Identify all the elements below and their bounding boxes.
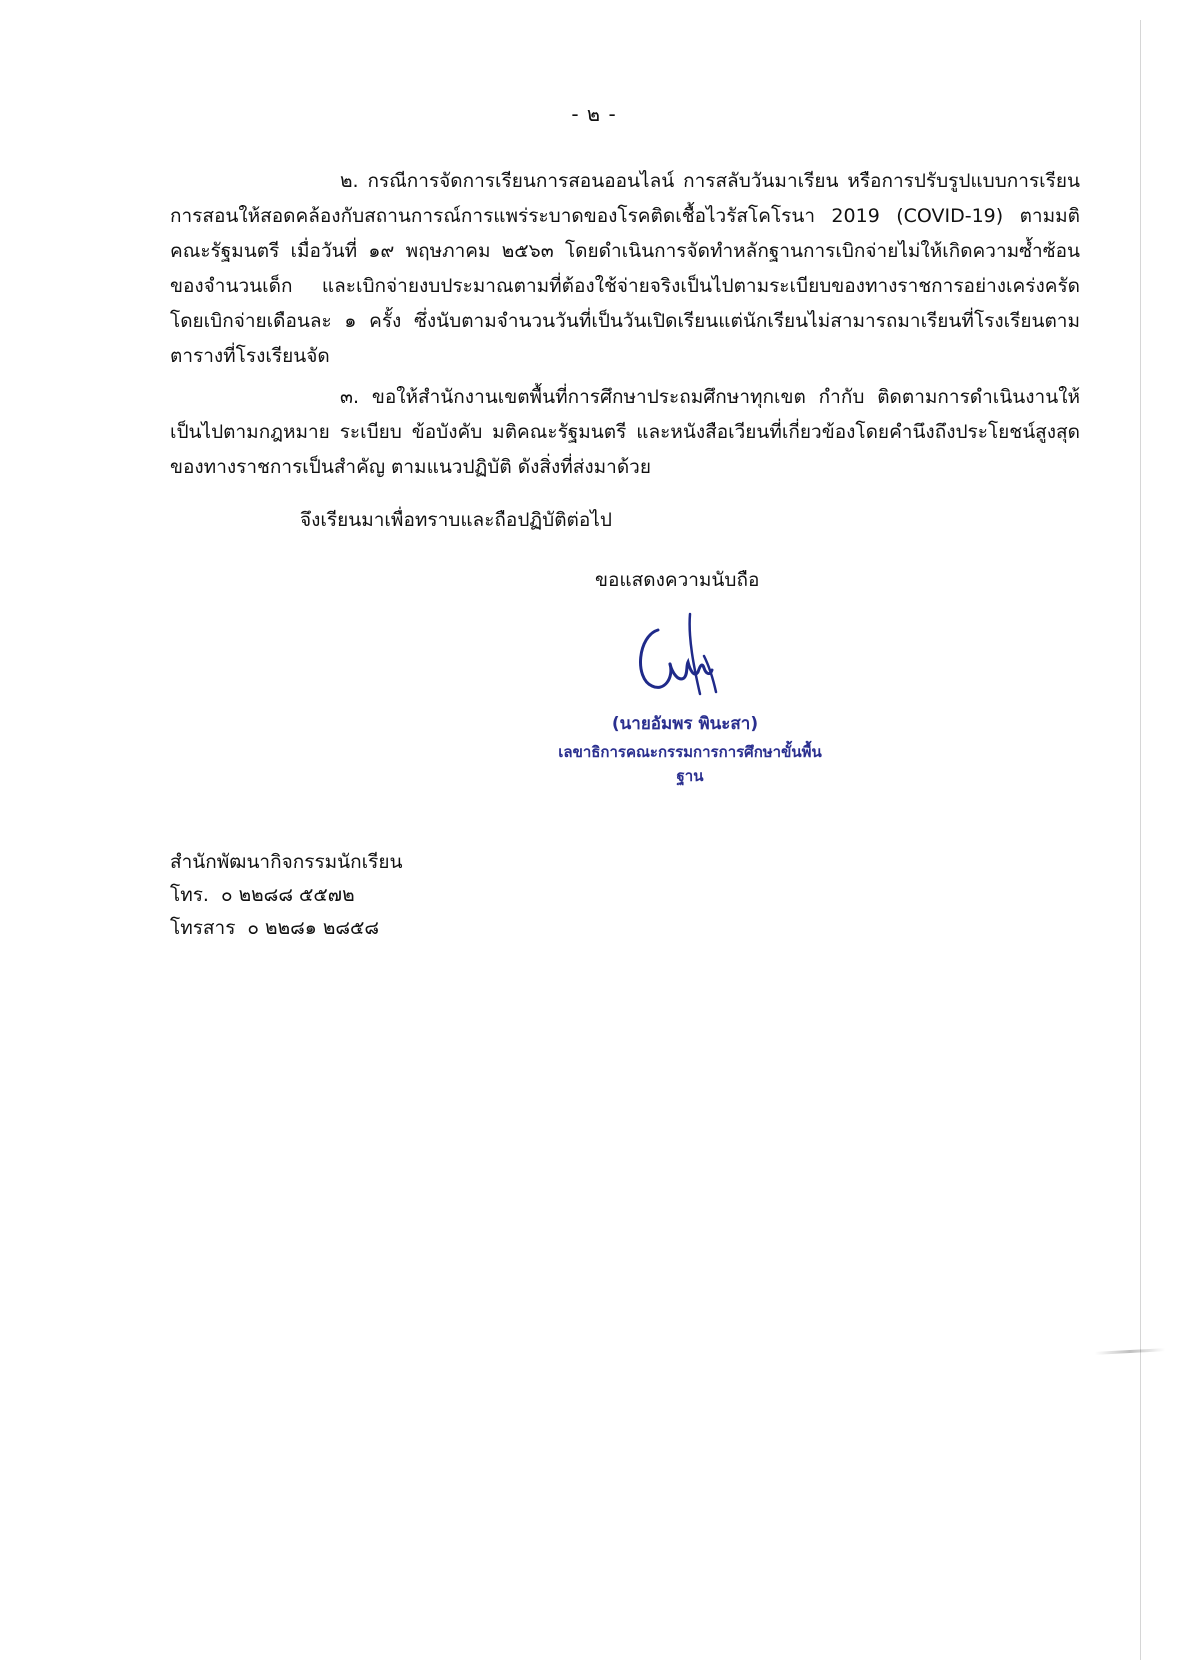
contact-footer [170, 846, 403, 945]
scan-smudge [1095, 1348, 1165, 1355]
scan-edge-line [1140, 20, 1141, 1660]
office-name: สำนักพัฒนากิจกรรมนักเรียน [170, 851, 403, 873]
handwritten-signature [630, 608, 740, 700]
paragraph-text: ๒. กรณีการจัดการเรียนการสอนออนไลน์ การสลับวันมาเรียน หรือการปรับรูปแบบการเรียนการสอนให้สอดคล้องกับสถานการณ์การแพร่ระบาดของโรคติดเชื้อไวรัสโคโรนา 2019 (COVID-19) ตามมติคณะรัฐมนตรี เมื่อวันที่ ๑๙ พฤษภาคม ๒๕๖๓ โดยดำเนินการจัดทำหลักฐานการเบิกจ่ายไม่ให้เกิดความซ้ำซ้อนของจำนวนเด็ก และเบิกจ่ายงบประมาณตามที่ต้องใช้จ่ายจริงเป็นไปตามระเบียบของทางราชการอย่างเคร่งครัด โดยเบิกจ่ายเดือนละ ๑ ครั้ง ซึ่งนับตามจำนวนวันที่เป็นวันเปิดเรียนแต่นักเรียนไม่สามารถมาเรียนที่โรงเรียนตามตารางที่โรงเรียนจัด [170, 170, 1080, 367]
fax-line [170, 912, 403, 945]
signer-name: (นายอัมพร พินะสา) [611, 714, 759, 734]
closing-line: จึงเรียนมาเพื่อทราบและถือปฏิบัติต่อไป [300, 509, 612, 531]
phone-number: ๐ ๒๒๘๘ ๕๕๗๒ [220, 884, 355, 906]
regards-line: ขอแสดงความนับถือ [595, 569, 760, 591]
paragraph-3 [170, 380, 1080, 485]
page-number: - ๒ - [571, 102, 617, 126]
signer-title: เลขาธิการคณะกรรมการการศึกษาขั้นพื้นฐาน [558, 743, 822, 785]
fax-number: ๐ ๒๒๘๑ ๒๘๕๘ [247, 917, 380, 939]
phone-line [170, 879, 403, 912]
paragraph-2 [170, 164, 1080, 374]
paragraph-text: ๓. ขอให้สำนักงานเขตพื้นที่การศึกษาประถมศึกษาทุกเขต กำกับ ติดตามการดำเนินงานให้เป็นไปตามกฎหมาย ระเบียบ ข้อบังคับ มติคณะรัฐมนตรี และหนังสือเวียนที่เกี่ยวข้องโดยคำนึงถึงประโยชน์สูงสุดของทางราชการเป็นสำคัญ ตามแนวปฏิบัติ ดังสิ่งที่ส่งมาด้วย [170, 386, 1080, 478]
phone-label: โทร. [170, 884, 209, 906]
fax-label: โทรสาร [170, 917, 236, 939]
